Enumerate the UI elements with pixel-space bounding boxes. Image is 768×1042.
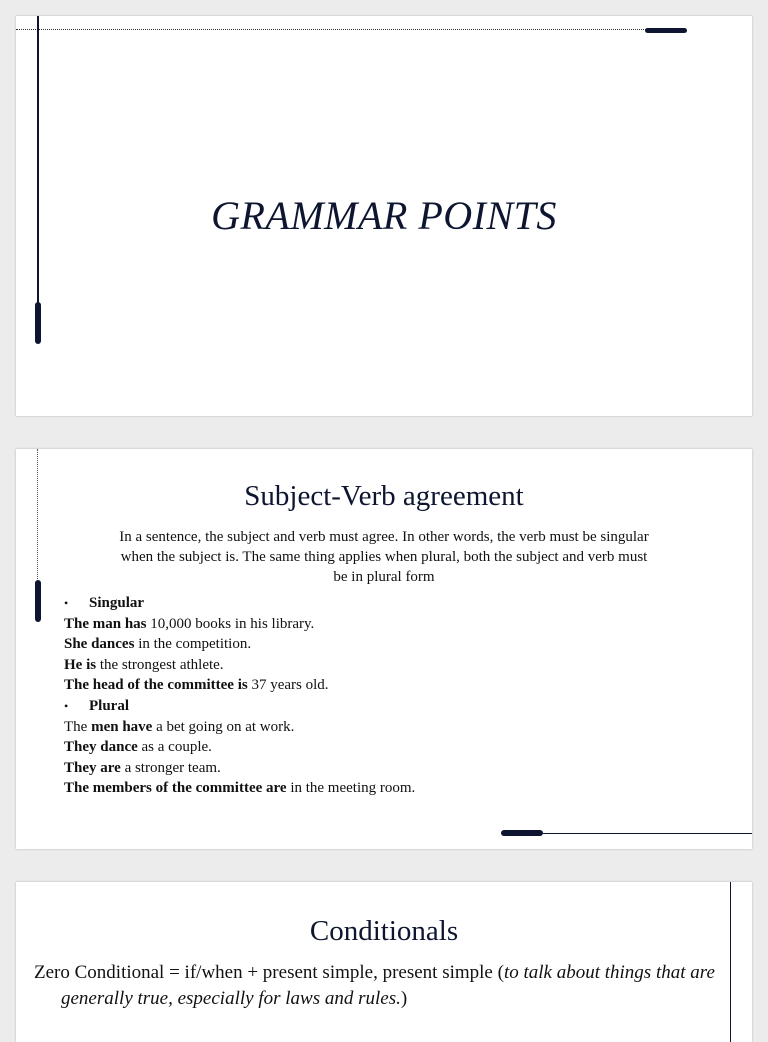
decorative-pill-left — [35, 302, 41, 344]
slide-heading: Conditionals — [309, 915, 459, 947]
example-line: He is the strongest athlete. — [64, 656, 224, 673]
dotted-divider — [37, 449, 38, 579]
examples-list — [64, 593, 704, 799]
horizontal-rule — [543, 833, 752, 834]
bullet-plural — [64, 696, 704, 717]
decorative-pill-top — [645, 28, 687, 33]
example-line: They dance as a couple. — [64, 739, 212, 756]
dotted-divider — [16, 29, 648, 30]
intro-paragraph: In a sentence, the subject and verb must agree. In other words, the verb must be singular when the subject is. The same thing applies when plural, both the subject and verb must be in plural form — [119, 529, 649, 585]
decorative-pill-bottom — [501, 830, 543, 836]
decorative-pill-left — [35, 580, 41, 622]
bullet-label: Plural — [89, 697, 129, 714]
bullet-singular — [64, 593, 704, 614]
slide-title[interactable] — [16, 16, 752, 416]
bullet-icon: • — [64, 596, 69, 610]
page-title: GRAMMAR POINTS — [211, 193, 557, 238]
example-line: They are a stronger team. — [64, 759, 221, 776]
example-line: The head of the committee is 37 years old. — [64, 677, 329, 694]
example-line: She dances in the competition. — [64, 636, 252, 653]
example-line: The man has 10,000 books in his library. — [64, 615, 315, 632]
bullet-label: Singular — [89, 595, 145, 611]
slide-subject-verb[interactable] — [16, 449, 752, 849]
slide-heading: Subject-Verb agreement — [244, 480, 524, 512]
vertical-rule — [37, 16, 39, 342]
bullet-icon: • — [64, 698, 69, 713]
zero-conditional-text: Zero Conditional = if/when + present simple, present simple (to talk about things that are generally true, especially for laws and rules.) — [34, 962, 715, 1009]
example-line: The men have a bet going on at work. — [64, 718, 295, 735]
slide-conditionals[interactable] — [16, 882, 752, 1042]
example-line: The members of the committee are in the meeting room. — [64, 780, 416, 797]
